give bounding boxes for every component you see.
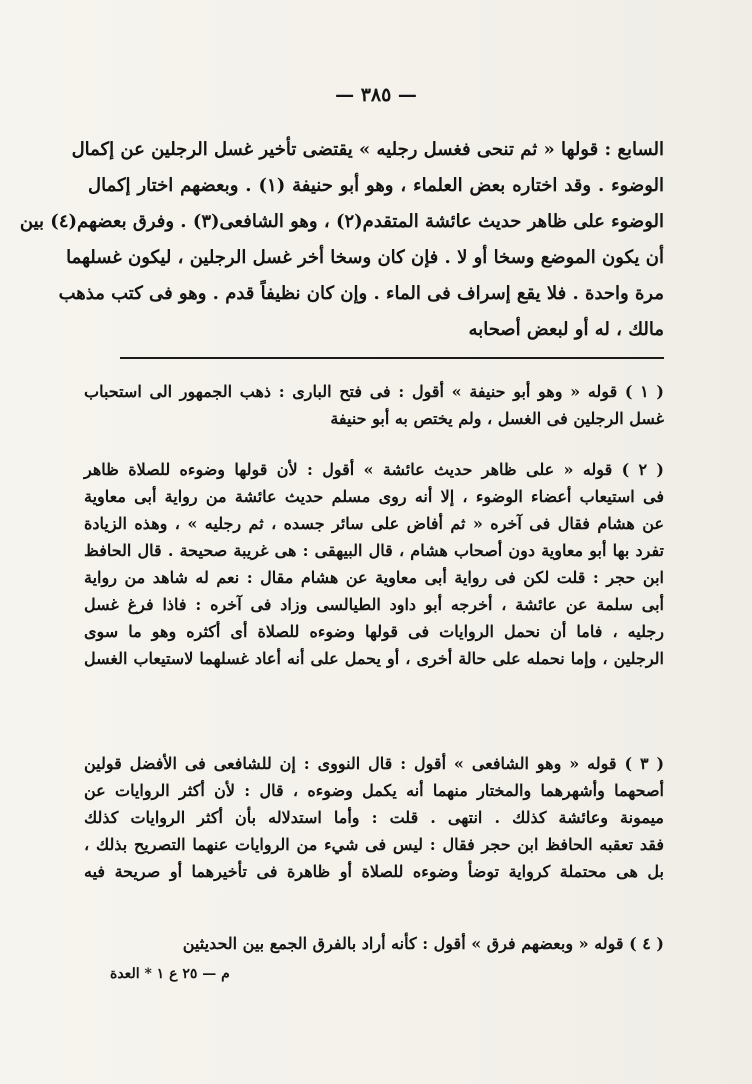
footnote-2 [84, 456, 664, 672]
footnote-line: الرجلين ، وإما نحمله على حالة أخرى ، أو يحمل على أنه أعاد غسلهما لاستيعاب الغسل [84, 649, 665, 668]
footnote-line: ابن حجر : قلت لكن فى رواية أبى معاوية عن هشام مقال : نعم له شاهد من رواية [84, 568, 664, 587]
footnote-divider [120, 357, 664, 359]
page-number: — ٣٨٥ — [335, 84, 417, 106]
footnote-line: ميمونة وعائشة كذلك . انتهى . قلت : وأما استدلاله بأن أكثر الروايات كذلك [84, 808, 664, 827]
main-text-line: الوضوء على ظاهر حديث عائشة المتقدم(٢) ، وهو الشافعى(٣) . وفرق بعضهم(٤) بين [19, 211, 664, 232]
footnote-line: أبى سلمة عن عائشة ، أخرجه أبو داود الطيالسى وزاد فى آخره : فاذا فرغ غسل [84, 595, 664, 614]
footnote-line: غسل الرجلين فى الغسل ، ولم يختص به أبو حنيفة [330, 409, 664, 428]
footnote-line: ( ٤ ) قوله « وبعضهم فرق » أقول : كأنه أراد بالفرق الجمع بين الحديثين [182, 934, 664, 953]
main-text-line: مرة واحدة . فلا يقع إسراف فى الماء . وإن كان نظيفاً قدم . وهو فى كتب مذهب [58, 283, 664, 304]
main-text-line: الوضوء . وقد اختاره بعض العلماء ، وهو أبو حنيفة (١) . وبعضهم اختار إكمال [88, 175, 664, 196]
footnote-line: ( ٣ ) قوله « وهو الشافعى » أقول : قال النووى : إن للشافعى فى الأفضل قولين [84, 754, 665, 773]
printer-signature: م — ٢٥ ع ١ * العدة [110, 966, 230, 982]
footnote-line: فى استيعاب أعضاء الوضوء ، إلا أنه روى مسلم حديث عائشة من رواية أبى معاوية [84, 487, 664, 506]
footnote-line: تفرد بها أبو معاوية دون أصحاب هشام ، قال البيهقى : هى غريبة صحيحة . قال الحافظ [84, 541, 664, 560]
footnote-4 [84, 930, 664, 957]
footnote-line: رجليه ، فاما أن نحمل الروايات فى قولها وضوءه للصلاة أى أكثره وهو ما سوى [84, 622, 664, 641]
footnote-line: ( ١ ) قوله « وهو أبو حنيفة » أقول : فى فتح البارى : ذهب الجمهور الى استحباب [84, 382, 665, 401]
footnote-line: أصحهما وأشهرهما والمختار منهما أنه يكمل وضوءه ، قال : لأن أكثر الروايات عن [84, 781, 664, 800]
main-text-line: مالك ، له أو لبعض أصحابه [468, 319, 664, 340]
footnote-line: فقد تعقبه الحافظ ابن حجر فقال : ليس فى شيء من الروايات عنهما التصريح بذلك ، [84, 835, 664, 854]
footnote-line: عن هشام فقال فى آخره « ثم أفاض على سائر جسده ، ثم رجليه » ، وهذه الزيادة [84, 514, 664, 533]
footnote-3 [84, 750, 664, 885]
main-text-line: أن يكون الموضع وسخا أو لا . فإن كان وسخا أخر غسل الرجلين ، ليكون غسلهما [66, 247, 664, 268]
footnote-line: ( ٢ ) قوله « على ظاهر حديث عائشة » أقول : لأن قولها وضوءه للصلاة ظاهر [84, 460, 664, 479]
footnote-1 [84, 378, 664, 432]
main-text-line: السابع : قولها « ثم تنحى فغسل رجليه » يقتضى تأخير غسل الرجلين عن إكمال [71, 139, 664, 160]
footnote-line: بل هى محتملة كرواية توضأ وضوءه للصلاة أو ظاهرة فى تأخيرهما أو صريحة فيه [84, 862, 665, 881]
main-text [19, 132, 664, 348]
